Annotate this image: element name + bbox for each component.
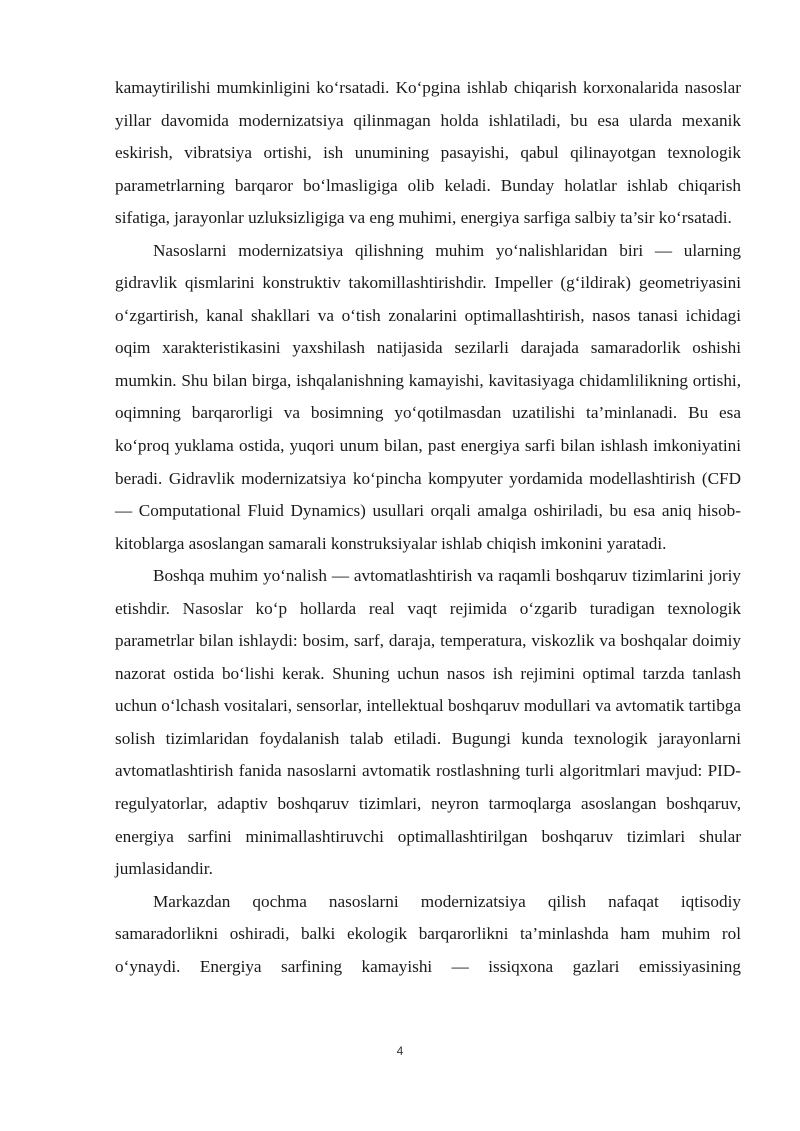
document-body [115,72,741,983]
paragraph-2: Nasoslarni modernizatsiya qilishning muhim yo‘nalishlaridan biri — ularning gidravlik qismlarini konstruktiv takomillashtirishdir. Impeller (g‘ildirak) geometriyasini o‘zgartirish, kanal shakllari va o‘tish zonalarini optimallashtirish, nasos tanasi ichidagi oqim xarakteristikasini yaxshilash natijasida sezilarli darajada samaradorlik oshishi mumkin. Shu bilan birga, ishqalanishning kamayishi, kavitasiyaga chidamlilikning ortishi, oqimning barqarorligi va bosimning yo‘qotilmasdan uzatilishi ta’minlanadi. Bu esa ko‘proq yuklama ostida, yuqori unum bilan, past energiya sarfi bilan ishlash imkoniyatini beradi. Gidravlik modernizatsiya ko‘pincha kompyuter yordamida modellashtirish (CFD — Computational Fluid Dynamics) usullari orqali amalga oshiriladi, bu esa aniq hisob-kitoblarga asoslangan samarali konstruksiyalar ishlab chiqish imkonini yaratadi. [115,240,741,553]
paragraph-3: Boshqa muhim yo‘nalish — avtomatlashtirish va raqamli boshqaruv tizimlarini joriy etishdir. Nasoslar ko‘p hollarda real vaqt rejimida o‘zgarib turadigan texnologik parametrlar bilan ishlaydi: bosim, sarf, daraja, temperatura, viskozlik va boshqalar doimiy nazorat ostida bo‘lishi kerak. Shuning uchun nasos ish rejimini optimal tarzda tanlash uchun o‘lchash vositalari, sensorlar, intellektual boshqaruv modullari va avtomatik tartibga solish tizimlaridan foydalanish talab etiladi. Bugungi kunda texnologik jarayonlarni avtomatlashtirish fanida nasoslarni avtomatik rostlashning turli algoritmlari mavjud: PID-regulyatorlar, adaptiv boshqaruv tizimlari, neyron tarmoqlarga asoslangan boshqaruv, energiya sarfini minimallashtiruvchi optimallashtirilgan boshqaruv tizimlari shular jumlasidandir. [115,566,742,879]
page-number: 4 [396,1044,404,1058]
paragraph-1: kamaytirilishi mumkinligini ko‘rsatadi. Ko‘pgina ishlab chiqarish korxonalarida nasoslar yillar davomida modernizatsiya qilinmagan holda ishlatiladi, bu esa ularda mexanik eskirish, vibratsiya ortishi, ish unumining pasayishi, qabul qilinayotgan texnologik parametrlarning barqaror bo‘lmasligiga olib keladi. Bunday holatlar ishlab chiqarish sifatiga, jarayonlar uzluksizligiga va eng muhimi, energiya sarfiga salbiy ta’sir ko‘rsatadi. [115,78,741,228]
paragraph-4: Markazdan qochma nasoslarni modernizatsiya qilish nafaqat iqtisodiy samaradorlikni oshiradi, balki ekologik barqarorlikni ta’minlashda ham muhim rol o‘ynaydi. Energiya sarfining kamayishi — issiqxona gazlari emissiyasining [115,891,741,976]
